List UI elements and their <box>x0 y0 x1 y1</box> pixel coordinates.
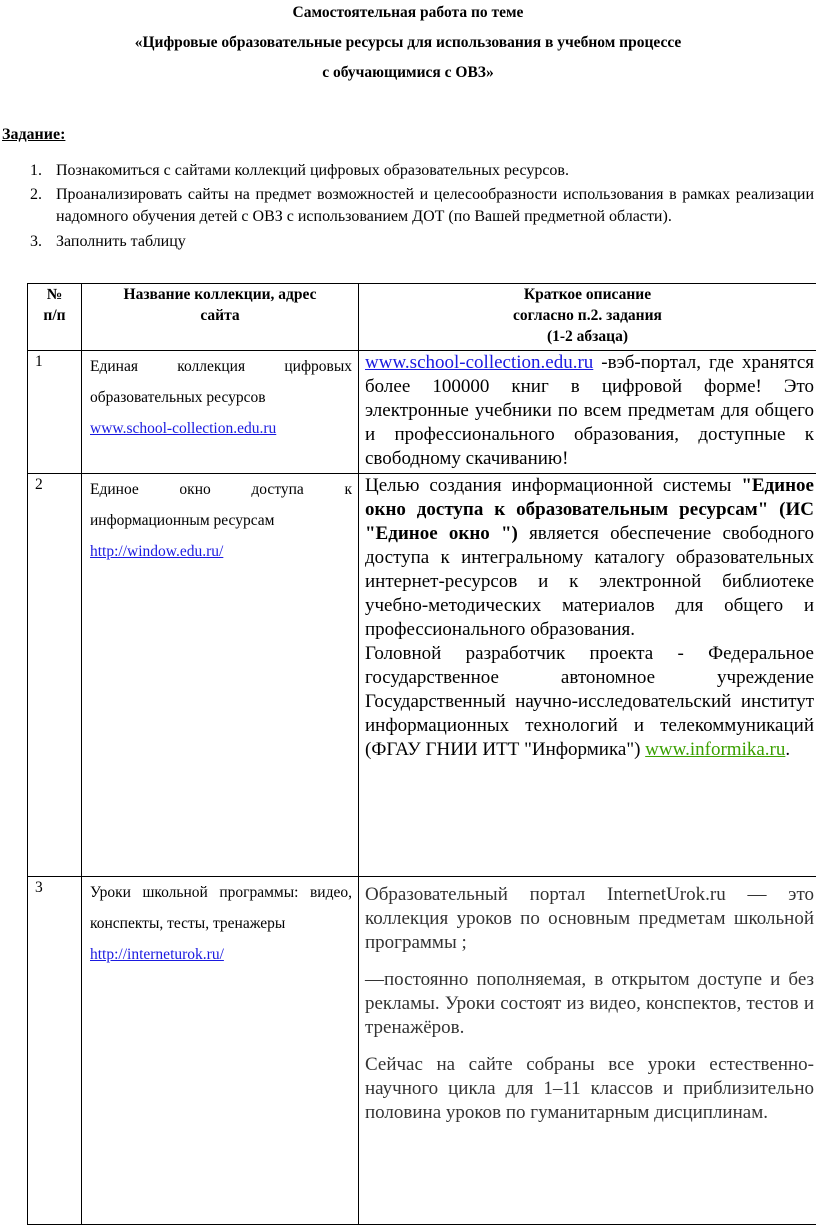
task-item-text: Познакомиться с сайтами коллекций цифровых образовательных ресурсов. <box>56 162 569 179</box>
task-list <box>30 160 814 253</box>
header-name-line2: сайта <box>82 305 358 326</box>
description-text: -вэб-портал, где хранятся более 100000 книг в цифровой форме! Это электронные учебники по всем предметам для общего и профессионального образования, доступные к свободному скачиванию! <box>365 352 814 469</box>
document-title-line3: с обучающимися с ОВЗ» <box>0 64 816 82</box>
collections-table <box>27 283 816 1225</box>
informika-link[interactable]: www.informika.ru <box>645 739 785 760</box>
row-description <box>359 351 816 474</box>
collection-url-link[interactable]: http://window.edu.ru/ <box>90 543 223 560</box>
description-text: Головной разработчик проекта - Федеральное государственное автономное учреждение Государственный научно-исследовательский институт информационных технологий и телекоммуникаций (ФГАУ ГНИИ ИТТ "Информика") <box>365 643 814 760</box>
description-paragraph <box>365 642 814 762</box>
header-number <box>28 284 82 351</box>
description-paragraph: Образовательный портал InternetUrok.ru — это коллекция уроков по основным предметам школьной программы ; <box>365 883 814 955</box>
header-number-line2: п/п <box>28 305 81 326</box>
header-desc-line1: Краткое описание <box>359 284 816 305</box>
description-url-link[interactable]: www.school-collection.edu.ru <box>365 352 593 373</box>
description-text: Целью создания информационной системы <box>365 475 741 496</box>
document-title-line1: Самостоятельная работа по теме <box>0 4 816 22</box>
task-item-number: 1. <box>30 160 42 182</box>
header-number-line1: № <box>28 284 81 305</box>
header-name <box>82 284 359 351</box>
row-description <box>359 877 816 1225</box>
description-bold-text: "Единое окно доступа к образовательным ресурсам" (ИС "Единое окно ") <box>365 475 814 544</box>
row-number: 1 <box>28 351 82 474</box>
task-item-text: Заполнить таблицу <box>56 233 186 250</box>
collection-url-link[interactable]: http://interneturok.ru/ <box>90 946 224 963</box>
description-text: является обеспечение свободного доступа к интегральному каталогу образовательных интернет-ресурсов и к электронной библиотеке учебно-методических материалов для общего и профессионального образования. <box>365 523 814 640</box>
row-number: 3 <box>28 877 82 1225</box>
table-header-row <box>28 284 816 351</box>
description-text: . <box>785 739 790 760</box>
header-desc-line3: (1-2 абзаца) <box>359 326 816 347</box>
description-paragraph <box>365 474 814 642</box>
task-item <box>30 231 814 253</box>
collection-url-link[interactable]: www.school-collection.edu.ru <box>90 420 276 437</box>
row-name-cell <box>82 877 359 1225</box>
task-item-number: 2. <box>30 184 42 206</box>
task-heading: Задание: <box>2 126 65 144</box>
task-item <box>30 184 814 228</box>
header-name-line1: Название коллекции, адрес <box>82 284 358 305</box>
task-item-text: Проанализировать сайты на предмет возможностей и целесообразности использования в рамках реализации надомного обучения детей с ОВЗ с использованием ДОТ (по Вашей предметной области). <box>56 186 814 225</box>
row-name-cell <box>82 474 359 877</box>
row-description <box>359 474 816 877</box>
document-title-line2: «Цифровые образовательные ресурсы для использования в учебном процессе <box>0 34 816 52</box>
table-row <box>28 351 816 474</box>
table-row <box>28 877 816 1225</box>
header-description <box>359 284 816 351</box>
table-row <box>28 474 816 877</box>
description-paragraph: —постоянно пополняемая, в открытом доступе и без рекламы. Уроки состоят из видео, конспектов, тестов и тренажёров. <box>365 968 814 1040</box>
header-desc-line2: согласно п.2. задания <box>359 305 816 326</box>
task-item-number: 3. <box>30 231 42 253</box>
row-name-cell <box>82 351 359 474</box>
collection-name: Уроки школьной программы: видео, конспекты, тесты, тренажеры <box>90 877 352 939</box>
row-number: 2 <box>28 474 82 877</box>
collection-name: Единая коллекция цифровых образовательных ресурсов <box>90 351 352 413</box>
task-item <box>30 160 814 182</box>
description-paragraph: Сейчас на сайте собраны все уроки естественно-научного цикла для 1–11 классов и приблизительно половина уроков по гуманитарным дисциплинам. <box>365 1053 814 1125</box>
collection-name: Единое окно доступа к информационным ресурсам <box>90 474 352 536</box>
